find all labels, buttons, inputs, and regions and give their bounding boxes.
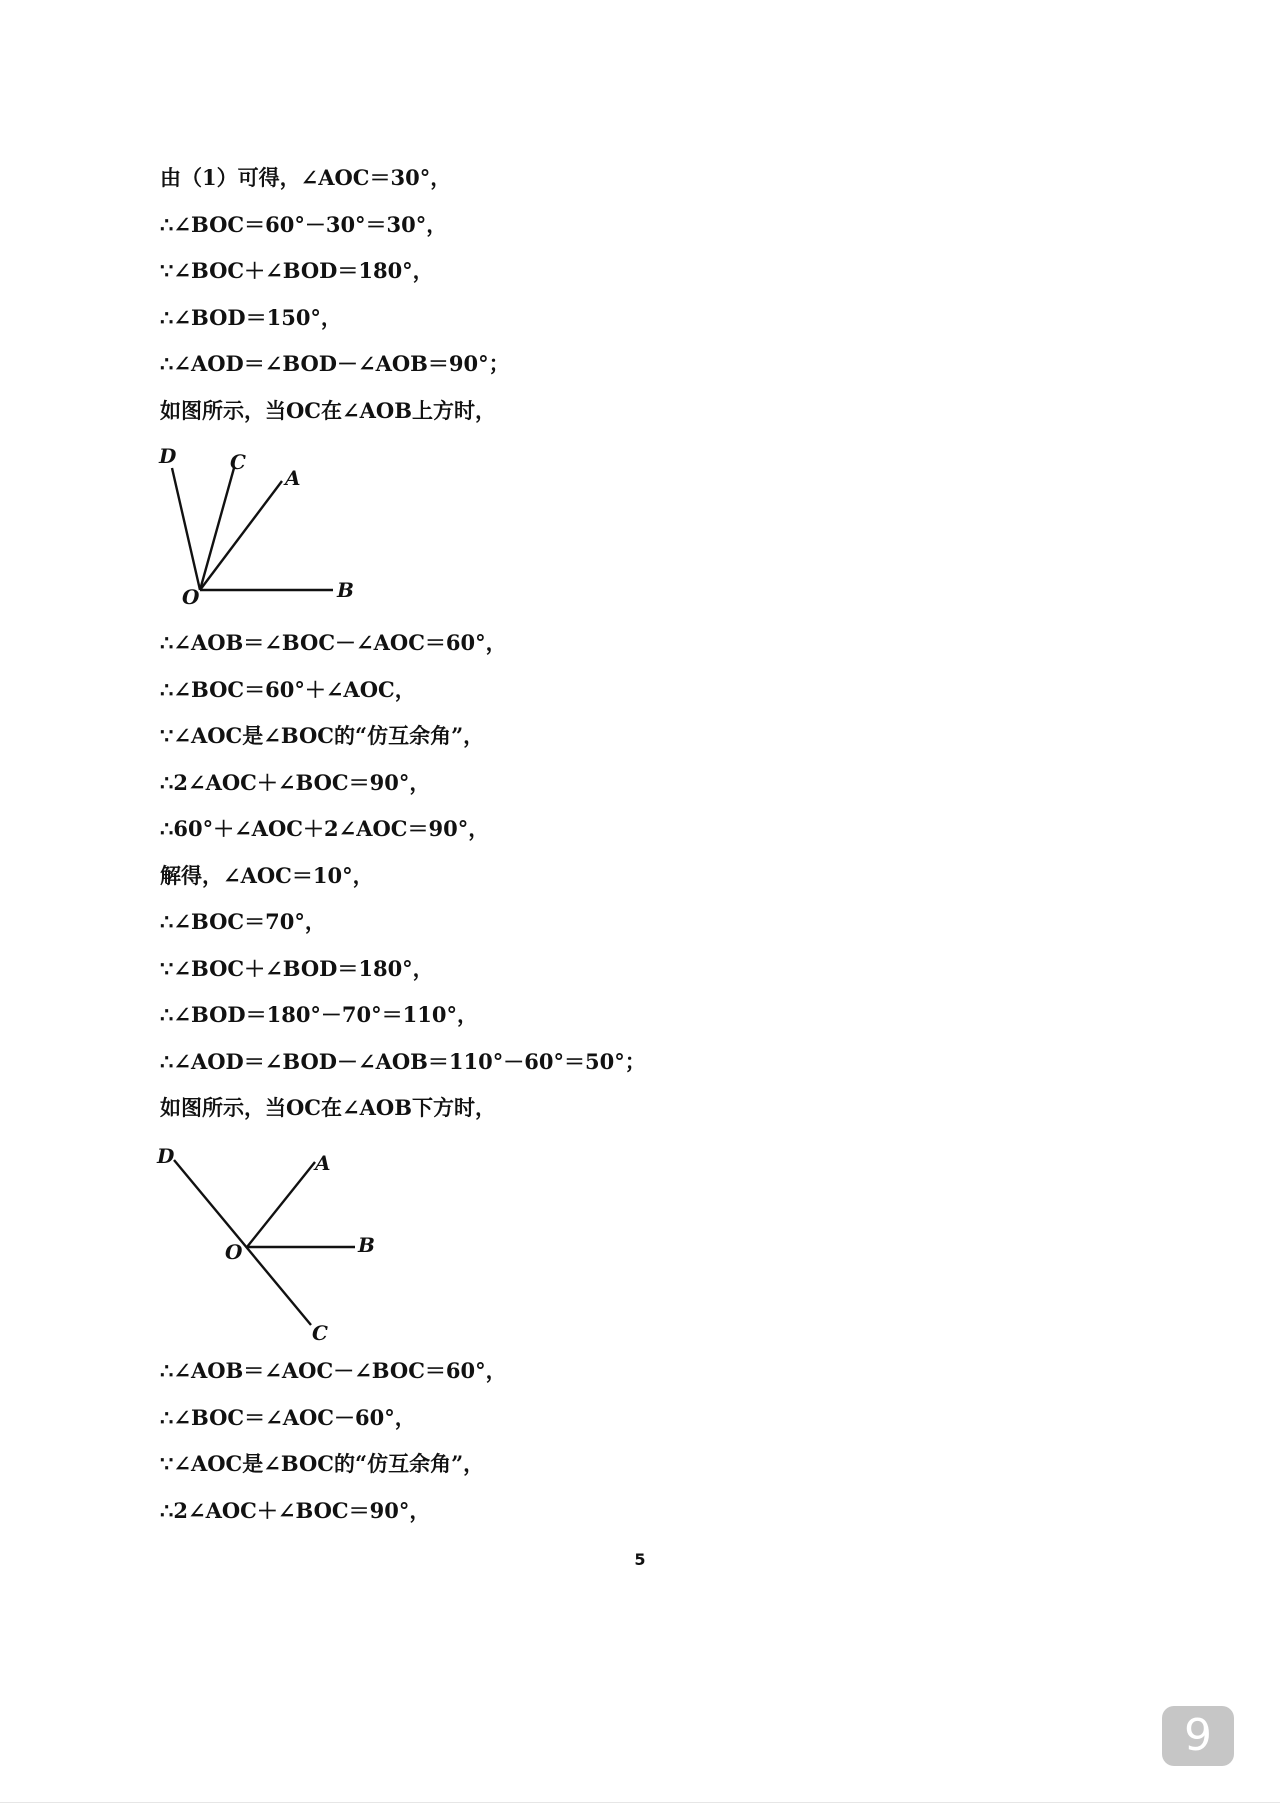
ray-oa [247,1162,315,1247]
label-o: O [182,585,200,609]
text-line: ∵∠BOC＋∠BOD＝180°， [160,956,434,981]
label-b: B [358,1233,375,1257]
text-line: ∴∠BOD＝180°－70°＝110°， [160,1002,478,1027]
text-line: ∵∠BOC＋∠BOD＝180°， [160,258,434,283]
text-line: ∴∠AOD＝∠BOD－∠AOB＝110°－60°＝50°； [160,1049,646,1074]
label-c: C [230,450,246,474]
text-line: ∴∠BOC＝70°， [160,909,326,934]
text-line: ∴∠AOB＝∠AOC－∠BOC＝60°， [160,1358,507,1383]
text-line: ∴∠BOD＝150°， [160,305,342,330]
page-indicator-badge: 9 [1162,1706,1234,1766]
text-line: 解得，∠AOC＝10°， [160,863,374,888]
text-line: ∵∠AOC是∠BOC的“仿互余角”， [160,723,485,748]
figure-2-svg [150,1138,410,1348]
text-line: ∴2∠AOC＋∠BOC＝90°， [160,1498,431,1523]
figure-1-svg [150,440,390,610]
text-line: ∴60°＋∠AOC＋2∠AOC＝90°， [160,816,490,841]
text-line: 如图所示，当OC在∠AOB下方时， [160,1095,496,1120]
ray-od [172,468,200,590]
page-number: 5 [634,1550,646,1569]
label-c: C [312,1321,328,1345]
geometry-figure-2 [150,1138,410,1352]
text-line: ∴2∠AOC＋∠BOC＝90°， [160,770,431,795]
text-line: ∵∠AOC是∠BOC的“仿互余角”， [160,1451,485,1476]
text-line: 如图所示，当OC在∠AOB上方时， [160,398,496,423]
line-dc [174,1160,311,1325]
label-a: A [315,1151,331,1175]
text-line: ∴∠BOC＝∠AOC－60°， [160,1405,416,1430]
ray-oa [200,481,282,590]
label-d: D [159,444,177,468]
text-line: ∴∠BOC＝60°＋∠AOC， [160,677,416,702]
label-a: A [285,466,301,490]
geometry-figure-1 [150,440,390,614]
label-o: O [225,1240,243,1264]
text-line: ∴∠BOC＝60°－30°＝30°， [160,212,448,237]
text-line: 由（1）可得，∠AOC＝30°， [160,165,452,190]
label-b: B [337,578,354,602]
bottom-divider [0,1802,1280,1803]
ray-oc [200,468,234,590]
text-line: ∴∠AOD＝∠BOD－∠AOB＝90°； [160,351,510,376]
text-line: ∴∠AOB＝∠BOC－∠AOC＝60°， [160,630,507,655]
label-d: D [157,1144,175,1168]
